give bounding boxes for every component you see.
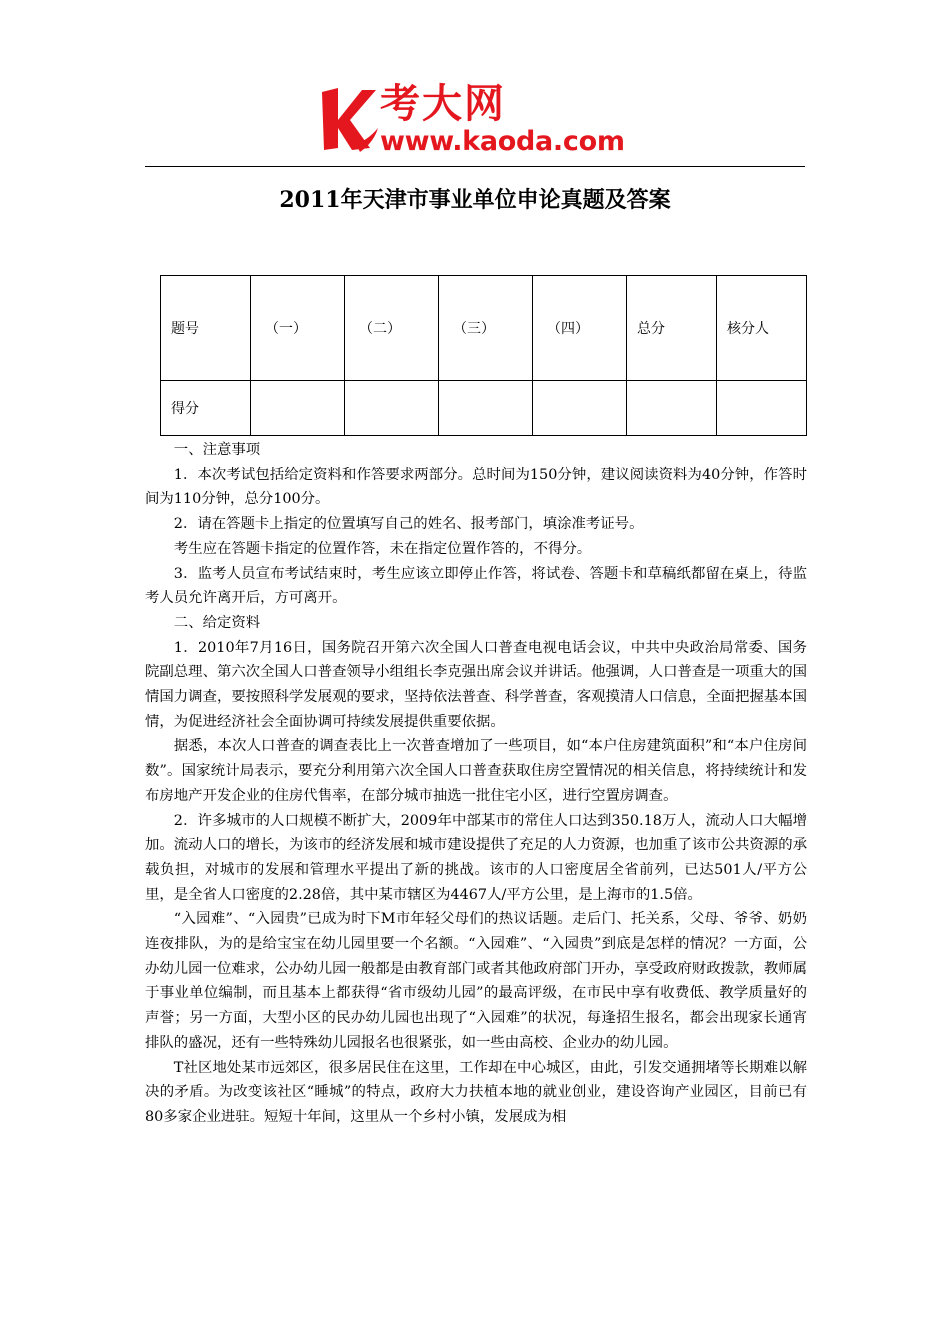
paragraph: 2．许多城市的人口规模不断扩大，2009年中部某市的常住人口达到350.18万人，流动人口大幅增加。流动人口的增长，为该市的经济发展和城市建设提供了充足的人力资源，也加重了该市公共资源的承载负担，对城市的发展和管理水平提出了新的挑战。该市的人口密度居全省前列，已达501人/平方公里，是全省人口密度的2.28倍，其中某市辖区为4467人/平方公里，是上海市的1.5倍。 [145,812,807,903]
k-logo-icon [318,82,380,154]
section-heading: 二、给定资料 [173,614,261,631]
score-table-cell: 题号 [161,276,251,381]
logo-url-text: www.kaoda.com [380,126,625,157]
score-table-empty-cell [627,381,717,436]
document-body [145,438,807,1130]
score-table-score-row [161,381,807,436]
score-table-empty-cell [439,381,533,436]
score-table-cell: （一） [251,276,345,381]
score-table-header-row [161,276,807,381]
paragraph: 据悉，本次人口普查的调查表比上一次普查增加了一些项目，如“本户住房建筑面积”和“本户住房间数”。国家统计局表示，要充分利用第六次全国人口普查获取住房空置情况的相关信息，将持续统计和发布房地产开发企业的住房代售率，在部分城市抽选一批住宅小区，进行空置房调查。 [145,738,807,804]
score-table-cell: （三） [439,276,533,381]
page-title: 2011年天津市事业单位申论真题及答案 [279,187,671,213]
score-table-cell: 总分 [627,276,717,381]
paragraph: T社区地处某市远郊区，很多居民住在这里，工作却在中心城区，由此，引发交通拥堵等长期难以解决的矛盾。为改变该社区“睡城”的特点，政府大力扶植本地的就业创业，建设咨询产业园区，目前已有80多家企业进驻。短短十年间，这里从一个乡村小镇，发展成为相 [145,1059,807,1125]
score-table-cell: （四） [533,276,627,381]
score-table-empty-cell [717,381,807,436]
score-table-empty-cell [251,381,345,436]
paragraph: “入园难”、“入园贵”已成为时下M市年轻父母们的热议话题。走后门、托关系，父母、爷爷、奶奶连夜排队，为的是给宝宝在幼儿园里要一个名额。“入园难”、“入园贵”到底是怎样的情况？一方面，公办幼儿园一位难求，公办幼儿园一般都是由教育部门或者其他政府部门开办，享受政府财政拨款，教师属于事业单位编制，而且基本上都获得“省市级幼儿园”的最高评级，在市民中享有收费低、教学质量好的声誉；另一方面，大型小区的民办幼儿园也出现了“入园难”的状况，每逢招生报名，都会出现家长通宵排队的盛况，还有一些特殊幼儿园报名也很紧张，如一些由高校、企业办的幼儿园。 [145,911,807,1051]
logo-brand-text: 考大网 [380,81,506,127]
paragraph: 考生应在答题卡指定的位置作答，未在指定位置作答的，不得分。 [173,540,592,557]
score-table-cell: 得分 [161,381,251,436]
score-table-cell: （二） [345,276,439,381]
section-heading: 一、注意事项 [173,442,261,458]
paragraph: 1．2010年7月16日，国务院召开第六次全国人口普查电视电话会议，中共中央政治局常委、国务院副总理、第六次全国人口普查领导小组组长李克强出席会议并讲话。他强调，人口普查是一项重大的国情国力调查，要按照科学发展观的要求，坚持依法普查、科学普查，客观摸清人口信息，全面把握基本国情，为促进经济社会全面协调可持续发展提供重要依据。 [145,639,807,730]
kaoda-logo [318,80,648,160]
paragraph: 3．监考人员宣布考试结束时，考生应该立即停止作答，将试卷、答题卡和草稿纸都留在桌上，待监考人员允许离开后，方可离开。 [145,565,807,607]
score-table-empty-cell [345,381,439,436]
score-table [160,275,807,436]
score-table-empty-cell [533,381,627,436]
paragraph: 2．请在答题卡上指定的位置填写自己的姓名、报考部门，填涂准考证号。 [173,516,644,533]
paragraph: 1．本次考试包括给定资料和作答要求两部分。总时间为150分钟，建议阅读资料为40分钟，作答时间为110分钟，总分100分。 [145,466,807,508]
header-divider [145,166,805,167]
score-table-cell: 核分人 [717,276,807,381]
